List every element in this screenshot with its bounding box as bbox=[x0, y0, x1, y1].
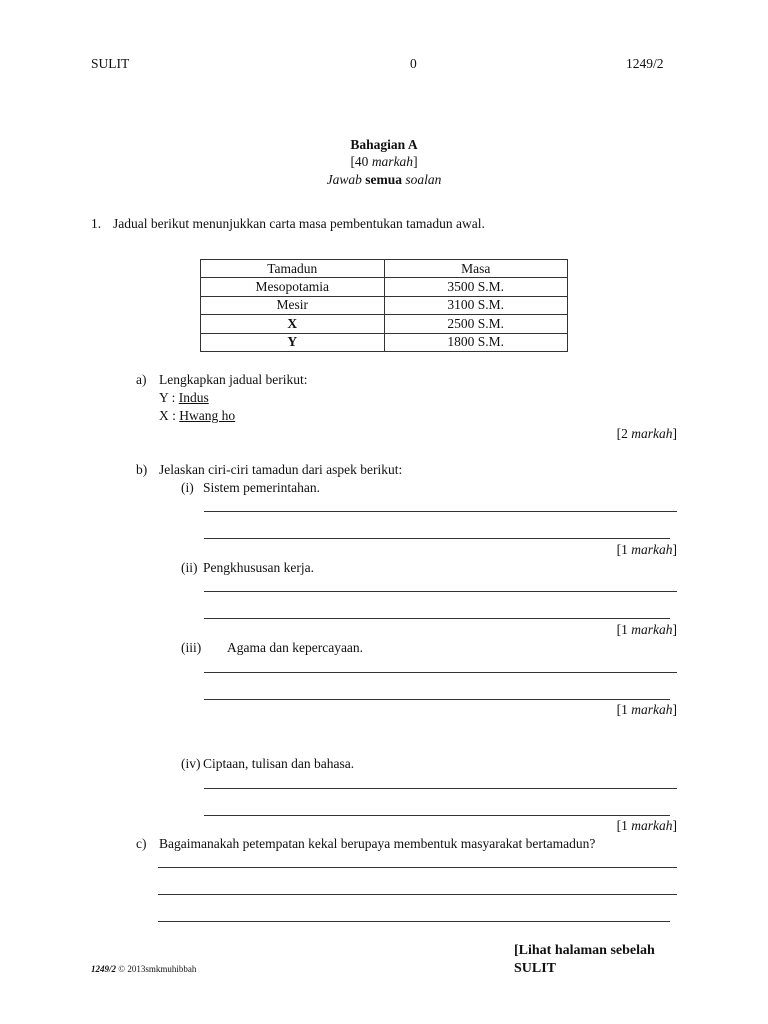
table-row bbox=[201, 315, 568, 333]
part-a-label: a) bbox=[136, 372, 147, 387]
sub-item-label: (iii) bbox=[181, 640, 202, 655]
table-cell: Y bbox=[201, 333, 385, 351]
sub-item-text: Pengkhususan kerja. bbox=[203, 560, 314, 575]
part-a-text: Lengkapkan jadual berikut: bbox=[159, 372, 308, 387]
part-c-label: c) bbox=[136, 836, 147, 851]
sub-item-marks: [1 markah] bbox=[616, 702, 677, 717]
table-header-tamadun: Tamadun bbox=[201, 260, 385, 278]
answer-line bbox=[204, 815, 670, 816]
answer-line bbox=[204, 672, 677, 673]
answer-line bbox=[204, 591, 677, 592]
part-a-answer-x: X : Hwang ho bbox=[159, 408, 236, 423]
next-page-note: [Lihat halaman sebelah bbox=[514, 943, 655, 958]
answer-line bbox=[204, 699, 670, 700]
part-b-text: Jelaskan ciri-ciri tamadun dari aspek berikut: bbox=[159, 462, 403, 477]
table-cell: X bbox=[201, 315, 385, 333]
table-row bbox=[201, 333, 568, 351]
footer-copyright: 1249/2 © 2013smkmuhibbah bbox=[91, 964, 197, 974]
table-cell: 2500 S.M. bbox=[384, 315, 568, 333]
answer-line bbox=[204, 618, 670, 619]
sub-item-text: Agama dan kepercayaan. bbox=[227, 640, 364, 655]
part-a-answer-y: Y : Indus bbox=[159, 390, 209, 405]
part-b-label: b) bbox=[136, 462, 148, 477]
answer-line bbox=[204, 511, 677, 512]
answer-line bbox=[158, 867, 677, 868]
table-cell: Mesir bbox=[201, 296, 385, 314]
answer-line bbox=[158, 894, 677, 895]
part-a-marks: [2 markah] bbox=[616, 426, 677, 441]
header-paper-code: 1249/2 bbox=[626, 56, 664, 71]
sub-item-label: (i) bbox=[181, 480, 194, 495]
table-header-row bbox=[201, 260, 568, 278]
sub-item-text: Ciptaan, tulisan dan bahasa. bbox=[203, 756, 355, 771]
footer-sulit: SULIT bbox=[514, 961, 557, 976]
section-instruction: Jawab semua soalan bbox=[326, 172, 442, 187]
table-row bbox=[201, 278, 568, 296]
section-marks: [40 markah] bbox=[350, 154, 418, 169]
answer-line bbox=[204, 538, 670, 539]
page-number: 0 bbox=[410, 56, 417, 71]
sub-item-marks: [1 markah] bbox=[616, 818, 677, 833]
part-c-text: Bagaimanakah petempatan kekal berupaya membentuk masyarakat bertamadun? bbox=[159, 836, 596, 851]
answer-line bbox=[204, 788, 677, 789]
table-cell: 3500 S.M. bbox=[384, 278, 568, 296]
table-header-masa: Masa bbox=[384, 260, 568, 278]
table-cell: 1800 S.M. bbox=[384, 333, 568, 351]
table-cell: Mesopotamia bbox=[201, 278, 385, 296]
civilization-table bbox=[200, 259, 568, 352]
question-text: Jadual berikut menunjukkan carta masa pembentukan tamadun awal. bbox=[113, 216, 485, 231]
sub-item-marks: [1 markah] bbox=[616, 542, 677, 557]
sub-item-marks: [1 markah] bbox=[616, 622, 677, 637]
sub-item-text: Sistem pemerintahan. bbox=[203, 480, 320, 495]
header-sulit: SULIT bbox=[91, 56, 130, 71]
question-number: 1. bbox=[91, 216, 102, 231]
answer-line bbox=[158, 921, 670, 922]
section-title: Bahagian A bbox=[350, 137, 418, 152]
table-cell: 3100 S.M. bbox=[384, 296, 568, 314]
sub-item-label: (iv) bbox=[181, 756, 201, 771]
table-row bbox=[201, 296, 568, 314]
sub-item-label: (ii) bbox=[181, 560, 198, 575]
